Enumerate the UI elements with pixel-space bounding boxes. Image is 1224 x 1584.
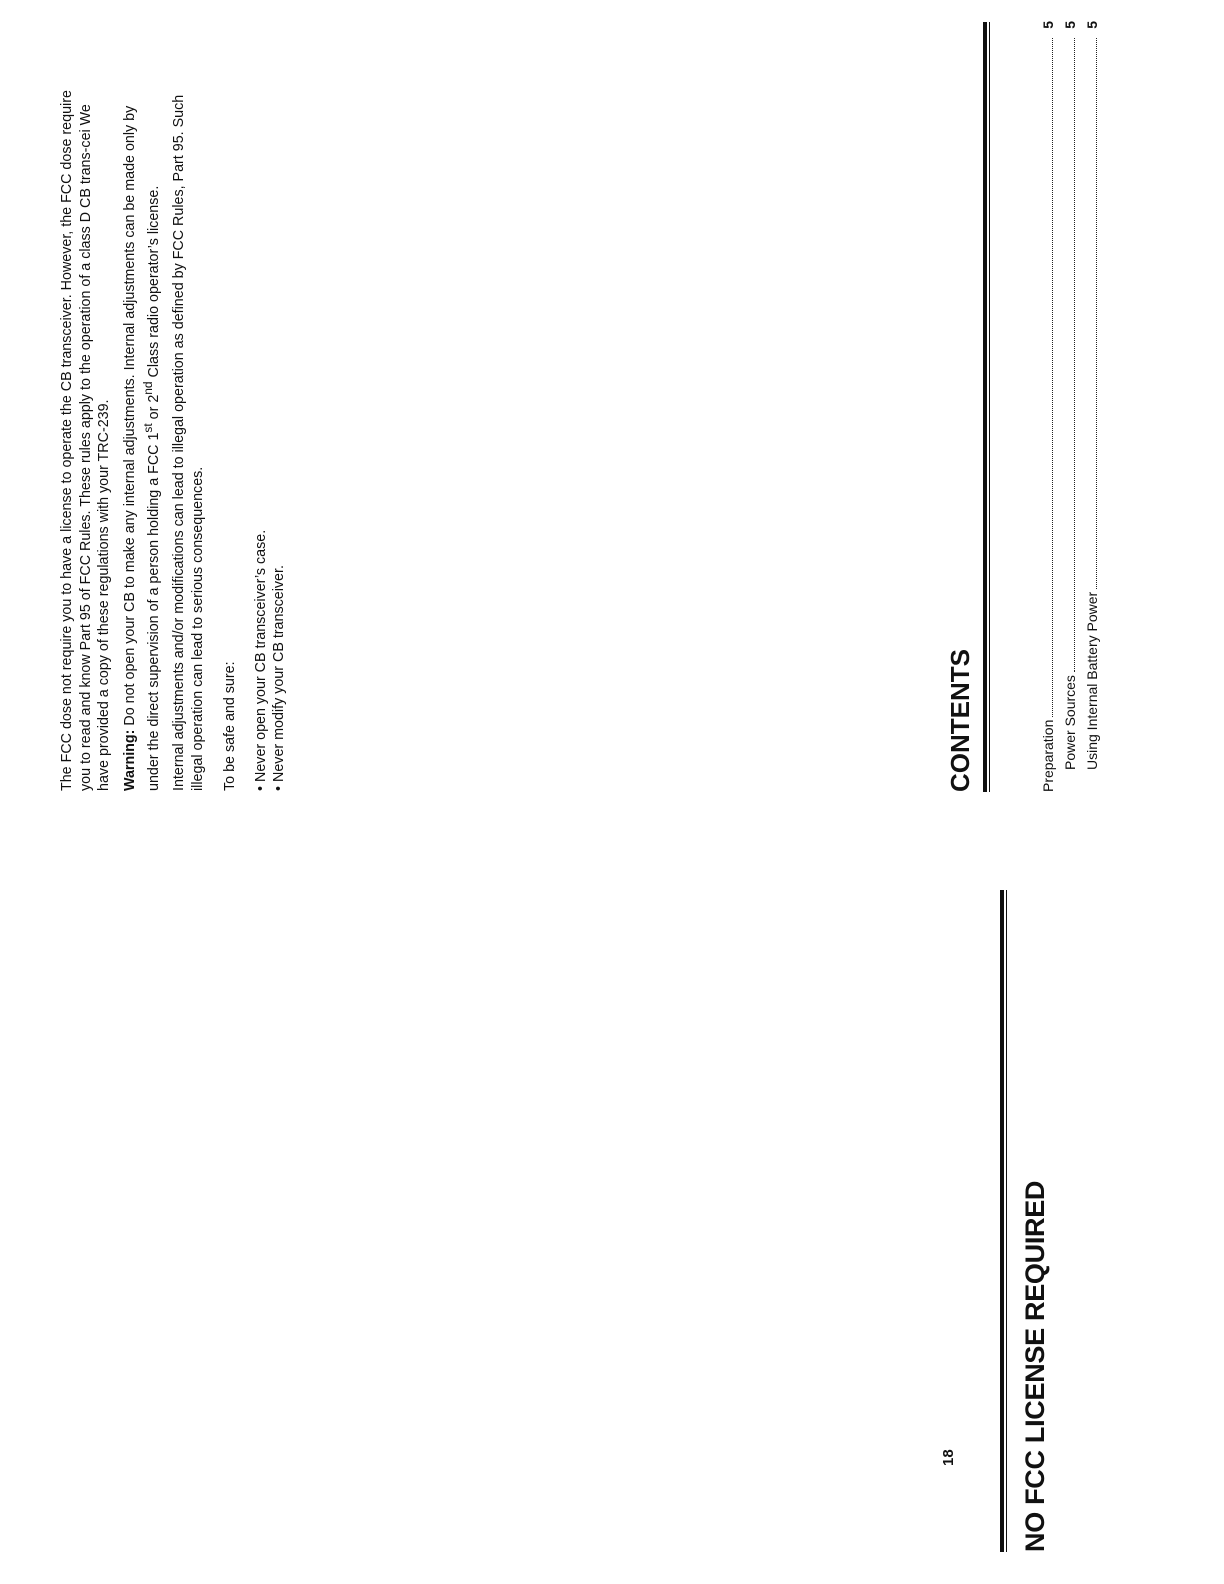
modification-paragraph: Internal adjustments and/or modifications can lead to illegal operation as defined by FCC Rules, Part 95. Such illegal operation can lead to serious consequences.	[171, 94, 206, 791]
warning-label: Warning:	[121, 729, 138, 791]
toc-leader-dots	[1096, 38, 1097, 589]
toc-label: Using Internal Battery Power	[1084, 591, 1100, 770]
contents-heading: CONTENTS	[945, 649, 975, 792]
license-body-text	[58, 86, 289, 791]
toc-leader-dots	[1074, 38, 1075, 672]
safety-intro: To be safe and sure:	[222, 661, 239, 791]
safety-bullet-1: • Never open your CB transceiver’s case.	[252, 86, 271, 791]
warning-text-part2: or 2	[145, 394, 162, 424]
safety-bullet-2: • Never modify your CB transceiver.	[270, 86, 289, 791]
toc-page-number: 5	[1084, 21, 1100, 29]
intro-paragraph: The FCC dose not require you to have a license to operate the CB transceiver. However, the FCC dose require you to read and know Part 95 of FCC Rules. These rules apply to the operation of a class D CB trans-cei We have provided a copy of these regulations with your TRC-239.	[59, 90, 112, 791]
toc-label: Power Sources	[1062, 675, 1078, 770]
toc-entry-power-sources	[1059, 21, 1081, 792]
warning-text-part3: Class radio operator’s license.	[145, 185, 162, 382]
safety-list	[252, 86, 289, 791]
toc-page-number: 5	[1040, 21, 1056, 29]
toc-leader-dots	[1052, 38, 1053, 717]
toc-entry-internal-battery	[1081, 21, 1103, 792]
warning-superscript-1: st	[141, 423, 155, 433]
page-number: 18	[940, 1449, 957, 1466]
toc-label: Preparation	[1040, 719, 1056, 792]
warning-paragraph	[121, 86, 164, 791]
license-heading-rule	[1000, 890, 1007, 1552]
table-of-contents	[1037, 21, 1103, 792]
license-heading: NO FCC LICENSE REQUIRED	[1020, 1180, 1050, 1552]
warning-text-part1: Do not open your CB to make any internal adjustments. Internal adjustments can be made only by under the direct supervision of a person holding a FCC 1	[121, 105, 162, 791]
warning-superscript-2: nd	[141, 381, 155, 395]
toc-page-number: 5	[1062, 21, 1078, 29]
contents-heading-rule	[983, 22, 990, 792]
toc-entry-preparation	[1037, 21, 1059, 792]
